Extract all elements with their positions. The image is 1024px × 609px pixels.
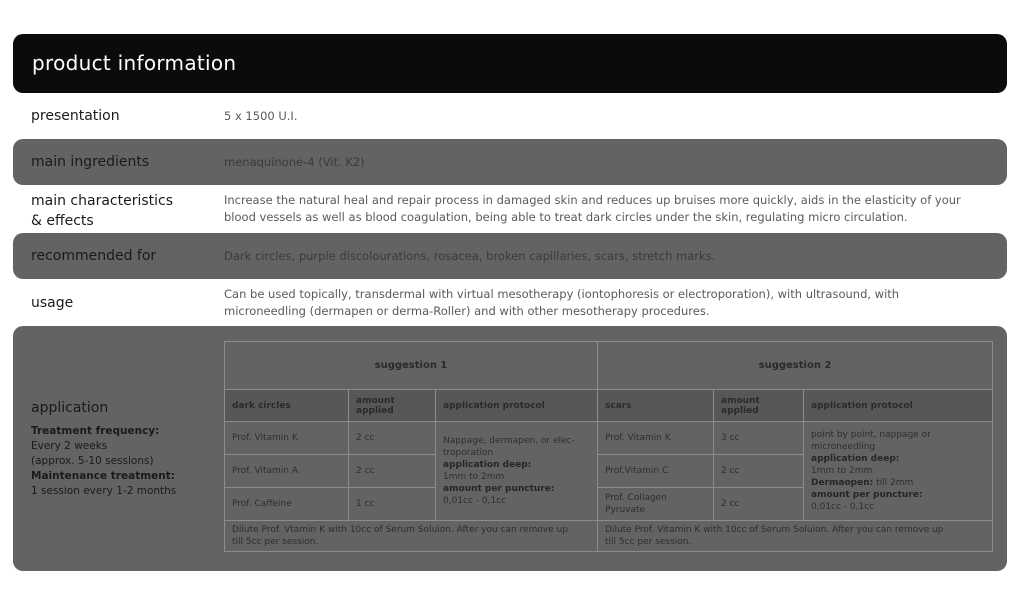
note-cell-s1	[225, 521, 598, 552]
page-title: product information	[32, 51, 237, 75]
protocol-text: point by point, nappage or	[811, 430, 931, 440]
protocol-text: Nappage, dermapen, or elec-	[443, 436, 575, 446]
table-cell: Prof. Vitamin A	[225, 455, 349, 488]
row-recommended-for	[13, 233, 1007, 279]
presentation-label: presentation	[31, 108, 120, 124]
maintenance-line: 1 session every 1-2 months	[31, 485, 177, 497]
treatment-frequency-title: Treatment frequency:	[31, 425, 160, 437]
characteristics-label-line1: main characteristics	[31, 193, 174, 209]
protocol-text: 0,01cc - 0,1cc	[443, 496, 507, 506]
table-cell: Prof. Caffeine	[225, 488, 349, 521]
page-header	[13, 34, 1007, 93]
main-ingredients-value: menaquinone-4 (Vit. K2)	[224, 155, 365, 169]
table-cell: Prof. Vitamin K	[225, 422, 349, 455]
application-label: application	[31, 400, 109, 416]
row-presentation	[13, 93, 1007, 138]
product-line: Prof. Collagen	[605, 493, 667, 503]
protocol-title: amount per puncture:	[811, 490, 923, 500]
protocol-text: 1mm to 2mm	[443, 472, 505, 482]
row-main-characteristics	[13, 186, 1007, 232]
table-row-note	[225, 521, 993, 552]
row-usage	[13, 280, 1007, 325]
note-text: till 5cc per session.	[232, 537, 319, 547]
note-text: Dilute Prof. Vitamin K with 10cc of Serum Soluion. After you can remove up	[605, 525, 944, 535]
table-cell: 1 cc	[349, 488, 436, 521]
table-cell: 2 cc	[714, 455, 804, 488]
product-line: Pyruvate	[605, 505, 646, 515]
suggestion-2-header: suggestion 2	[598, 342, 993, 390]
column-header: dark circles	[225, 390, 349, 422]
table-cell: Prof.Vitamin C	[598, 455, 714, 488]
characteristics-label	[31, 191, 173, 231]
note-text: till 5cc per session.	[605, 537, 692, 547]
characteristics-value: Increase the natural heal and repair process in damaged skin and reduces up bruises more quickly, aids in the elasticity of your blood vessels as well as blood coagulation, being able to treat dark circles under the skin, regulating micro circulation.	[224, 193, 961, 224]
treatment-frequency-line1: Every 2 weeks	[31, 440, 108, 452]
protocol-cell-s2	[804, 422, 993, 521]
presentation-value: 5 x 1500 U.I.	[224, 109, 298, 123]
row-application	[13, 326, 1007, 571]
maintenance-title: Maintenance treatment:	[31, 470, 175, 482]
suggestion-1-header: suggestion 1	[225, 342, 598, 390]
protocol-text: 0,01cc - 0,1cc	[811, 502, 875, 512]
protocol-title: Dermaopen:	[811, 478, 874, 488]
column-header: amount applied	[349, 390, 436, 422]
usage-label: usage	[31, 295, 74, 311]
protocol-title: application deep:	[443, 460, 532, 470]
table-cell: 2 cc	[349, 455, 436, 488]
table-row	[225, 422, 993, 455]
column-header: application protocol	[436, 390, 598, 422]
protocol-text: troporation	[443, 448, 494, 458]
protocol-text: till 2mm	[873, 478, 914, 488]
protocol-cell-s1	[436, 422, 598, 521]
table-cell: 3 cc	[714, 422, 804, 455]
column-header: application protocol	[804, 390, 993, 422]
table-cell: Prof. Vitamin K	[598, 422, 714, 455]
suggestion-table	[224, 341, 993, 552]
recommended-label: recommended for	[31, 248, 157, 264]
row-main-ingredients	[13, 139, 1007, 185]
application-frequency	[31, 424, 206, 499]
characteristics-label-line2: & effects	[31, 213, 94, 229]
protocol-text: 1mm to 2mm	[811, 466, 873, 476]
protocol-text: microneedling	[811, 442, 876, 452]
usage-value: Can be used topically, transdermal with virtual mesotherapy (iontophoresis or electroporation), with ultrasound, with microneedling (dermapen or derma-Roller) and with other mesotherapy procedures.	[224, 287, 900, 318]
table-cell: 2 cc	[349, 422, 436, 455]
protocol-title: amount per puncture:	[443, 484, 555, 494]
protocol-title: application deep:	[811, 454, 900, 464]
note-cell-s2	[598, 521, 993, 552]
column-header: amount applied	[714, 390, 804, 422]
recommended-value: Dark circles, purple discolourations, rosacea, broken capillaries, scars, stretch marks.	[224, 249, 716, 263]
table-cell	[598, 488, 714, 521]
main-ingredients-label: main ingredients	[31, 154, 150, 170]
treatment-frequency-line2: (approx. 5-10 sessions)	[31, 455, 154, 467]
note-text: Dilute Prof. Vtamin K with 10cc of Serum Soluion. After you can remove up	[232, 525, 569, 535]
table-cell: 2 cc	[714, 488, 804, 521]
column-header: scars	[598, 390, 714, 422]
